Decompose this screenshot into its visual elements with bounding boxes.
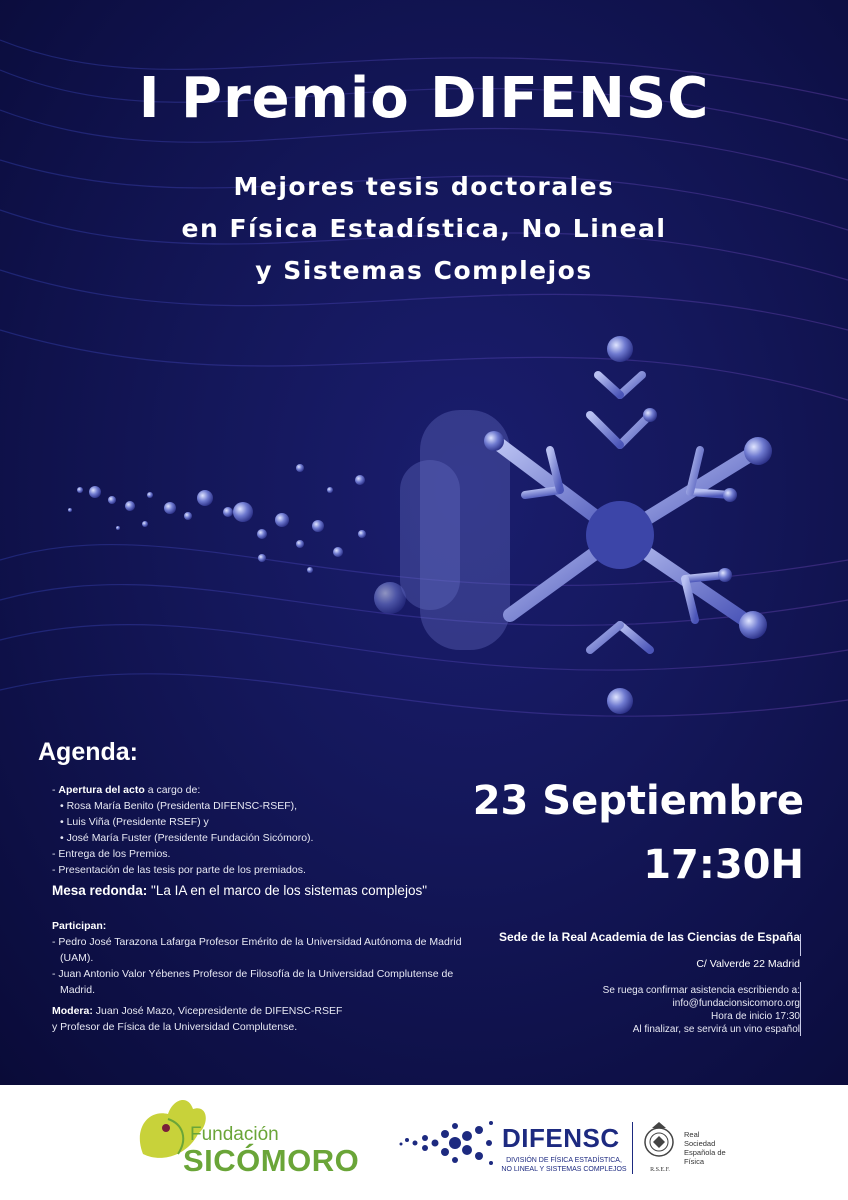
participant-line: (UAM).: [60, 952, 94, 964]
info-line: info@fundacionsicomoro.org: [672, 998, 800, 1009]
list-item: - Presentación de las tesis por parte de los premiados.: [52, 864, 306, 876]
info-line: Se ruega confirmar asistencia escribiendo a:: [602, 985, 800, 996]
poster-subtitle: [0, 166, 848, 292]
sicomoro-name-line1: Fundación: [190, 1124, 279, 1145]
modera-label: Modera:: [52, 1005, 93, 1017]
subtitle-line: Mejores tesis doctorales: [233, 172, 615, 201]
participant-line: Madrid.: [60, 984, 96, 996]
difensc-desc-line: NO LINEAL Y SISTEMAS COMPLEJOS: [501, 1166, 627, 1173]
subtitle-line: y Sistemas Complejos: [255, 256, 593, 285]
apertura-label: Apertura del acto: [58, 784, 145, 796]
subtitle-line: en Física Estadística, No Lineal: [181, 214, 667, 243]
venue-info: [499, 984, 800, 1036]
participant-line: - Juan Antonio Valor Yébenes Profesor de Filosofía de la Universidad Complutense de: [52, 968, 454, 980]
mesa-label: Mesa redonda:: [52, 883, 148, 898]
list-item: - Entrega de los Premios.: [52, 848, 171, 860]
rsef-name-line: Física: [684, 1157, 705, 1166]
modera-text: Juan José Mazo, Vicepresidente de DIFENSC-RSEF: [92, 1005, 343, 1017]
rsef-name-line: Española de: [684, 1148, 726, 1157]
list-item: - Apertura del acto a cargo de:: [52, 784, 201, 796]
speaker: José María Fuster (Presidente Fundación Sicómoro).: [66, 832, 314, 844]
difensc-name: DIFENSC: [502, 1123, 620, 1153]
difensc-desc-line: DIVISIÓN DE FÍSICA ESTADÍSTICA,: [506, 1157, 622, 1164]
list-item: • José María Fuster (Presidente Fundación Sicómoro).: [60, 832, 314, 844]
mesa-title: "La IA en el marco de los sistemas complejos": [147, 883, 427, 898]
speaker: Luis Viña (Presidente RSEF) y: [66, 816, 209, 828]
rsef-abbreviation: R.S.E.F.: [650, 1167, 670, 1173]
agenda-list: [52, 782, 472, 878]
venue-block: [499, 930, 800, 1036]
poster-title: I Premio DIFENSC: [138, 66, 710, 131]
difensc-dots-logo: [395, 1108, 505, 1178]
apertura-text: a cargo de:: [144, 784, 201, 796]
sicomoro-name-line2: SICÓMORO: [183, 1143, 360, 1178]
participan-label: Participan:: [52, 920, 107, 932]
divider: [800, 982, 801, 1036]
list-item: • Rosa María Benito (Presidenta DIFENSC-RSEF),: [60, 800, 298, 812]
speaker: Rosa María Benito (Presidenta DIFENSC-RSEF),: [66, 800, 298, 812]
agenda-item: Entrega de los Premios.: [58, 848, 171, 860]
event-time: 17:30H: [643, 842, 804, 888]
info-line: Hora de inicio 17:30: [711, 1011, 800, 1022]
participants: [52, 918, 472, 998]
footer-separator: [632, 1122, 633, 1174]
list-item: • Luis Viña (Presidente RSEF) y: [60, 816, 209, 828]
participant-line: - Pedro José Tarazona Lafarga Profesor Emérito de la Universidad Autónoma de Madrid: [52, 936, 462, 948]
rsef-crest-icon: [642, 1120, 676, 1166]
moderator: [52, 1003, 492, 1035]
venue-address: C/ Valverde 22 Madrid: [696, 958, 800, 970]
mesa-redonda: [52, 883, 427, 898]
rsef-name-line: Sociedad: [684, 1139, 716, 1148]
agenda-item: Presentación de las tesis por parte de los premiados.: [58, 864, 306, 876]
divider: [800, 934, 801, 956]
agenda-heading: Agenda:: [38, 738, 138, 766]
rsef-name: [684, 1130, 726, 1166]
venue-name: Sede de la Real Academia de las Ciencias de España: [498, 930, 800, 944]
info-line: Al finalizar, se servirá un vino español: [632, 1024, 800, 1035]
rsef-name-line: Real: [684, 1130, 700, 1139]
snowflake-illustration: [0, 320, 848, 740]
difensc-description: [500, 1156, 628, 1174]
event-date: 23 Septiembre: [472, 778, 804, 824]
event-datetime: [473, 772, 804, 894]
modera-text-2: y Profesor de Física de la Universidad Complutense.: [52, 1021, 298, 1033]
